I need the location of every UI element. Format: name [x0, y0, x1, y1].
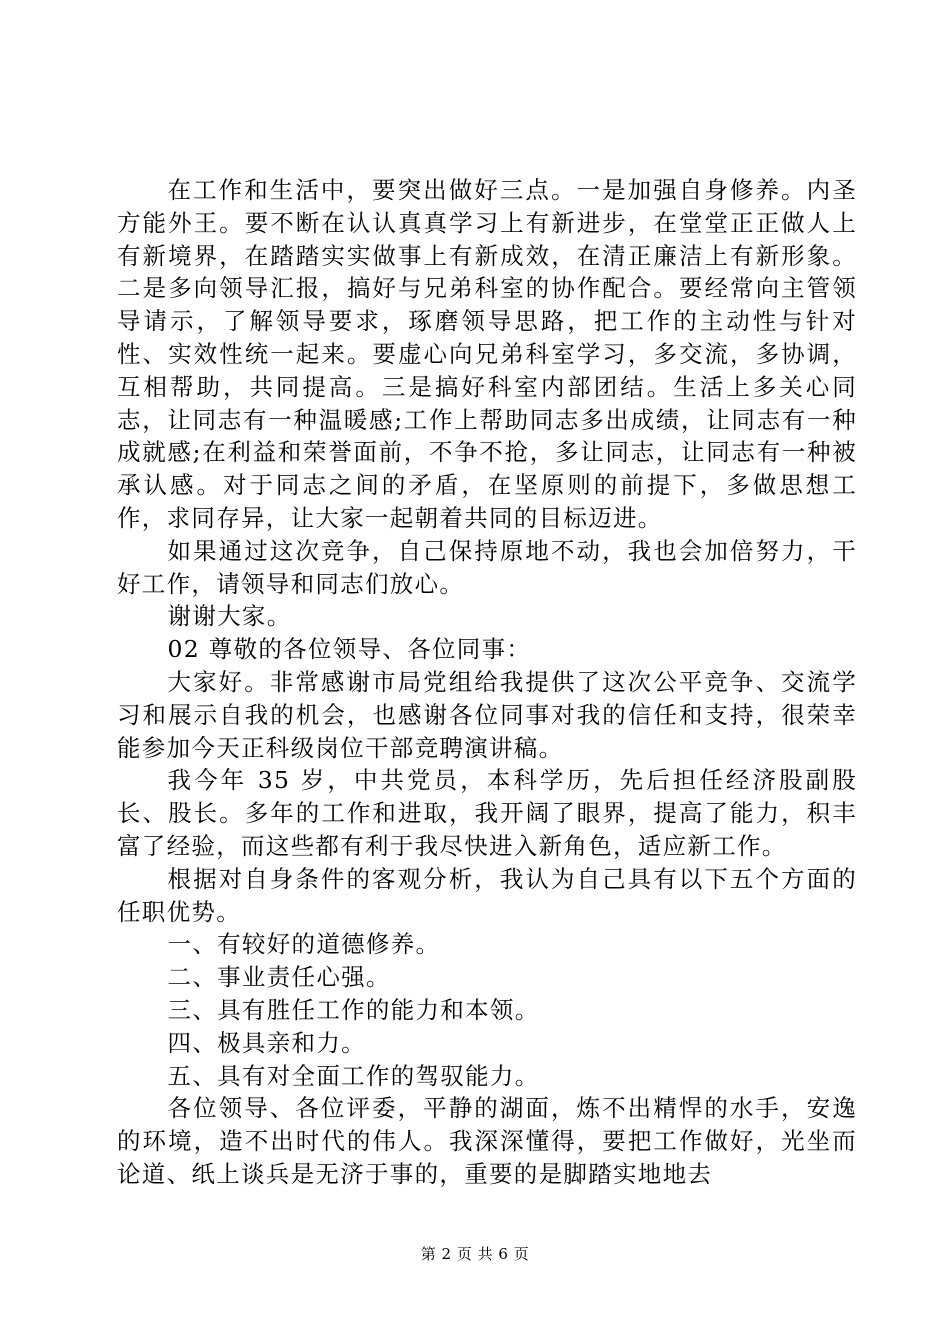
paragraph-8: 一、有较好的道德修养。 [167, 930, 441, 959]
paragraph-4: 02 尊敬的各位领导、各位同事： [167, 635, 532, 664]
paragraph-5: 大家好。非常感谢市局党组给我提供了这次公平竞争、交流学习和展示自我的机会，也感谢各位同事对我的信任和支持，很荣幸能参加今天正科级岗位干部竞聘演讲稿。 [117, 667, 857, 762]
paragraph-1: 在工作和生活中，要突出做好三点。一是加强自身修养。内圣方能外王。要不断在认认真真学习上有新进步，在堂堂正正做人上有新境界，在踏踏实实做事上有新成效，在清正廉洁上有新形象。二是多向领导汇报，搞好与兄弟科室的协作配合。要经常向主管领导请示，了解领导要求，琢磨领导思路，把工作的主动性与针对性、实效性统一起来。要虚心向兄弟科室学习，多交流，多协调，互相帮助，共同提高。三是搞好科室内部团结。生活上多关心同志，让同志有一种温暖感;工作上帮助同志多出成绩，让同志有一种成就感;在利益和荣誉面前，不争不抢，多让同志，让同志有一种被承认感。对于同志之间的矛盾，在坚原则的前提下，多做思想工作，求同存异，让大家一起朝着共同的目标迈进。 [117, 176, 857, 532]
paragraph-6: 我今年 35 岁，中共党员，本科学历，先后担任经济股副股长、股长。多年的工作和进取，我开阔了眼界，提高了能力，积丰富了经验，而这些都有利于我尽快进入新角色，适应新工作。 [117, 766, 857, 860]
paragraph-10: 三、具有胜任工作的能力和本领。 [167, 995, 540, 1024]
paragraph-9: 二、事业责任心强。 [167, 963, 391, 992]
paragraph-13: 各位领导、各位评委，平静的湖面，炼不出精悍的水手，安逸的环境，造不出时代的伟人。我深深懂得，要把工作做好，光坐而论道、纸上谈兵是无济于事的，重要的是脚踏实地地去 [117, 1094, 857, 1188]
paragraph-12: 五、具有对全面工作的驾驭能力。 [167, 1061, 540, 1090]
page-number-label: 第 2 页 共 6 页 [420, 1245, 530, 1263]
document-body [117, 174, 857, 1191]
paragraph-3: 谢谢大家。 [167, 602, 292, 631]
paragraph-7: 根据对自身条件的客观分析，我认为自己具有以下五个方面的任职优势。 [117, 864, 857, 926]
paragraph-2: 如果通过这次竞争，自己保持原地不动，我也会加倍努力，干好工作，请领导和同志们放心。 [117, 536, 857, 598]
paragraph-11: 四、极具亲和力。 [167, 1028, 366, 1057]
page-footer [0, 1244, 950, 1264]
